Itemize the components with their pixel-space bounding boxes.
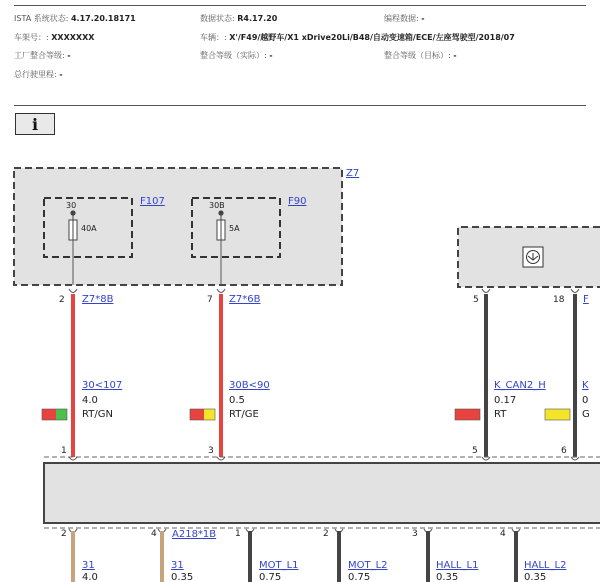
bottom-wire3-size: 0.75 — [259, 572, 282, 582]
signal-mot-l1-link[interactable]: MOT_L1 — [259, 560, 299, 571]
wire1-pin-bottom: 1 — [61, 446, 67, 456]
bottom-pin-6: 4 — [500, 529, 506, 539]
bottom-pin-2: 4 — [151, 529, 157, 539]
lower-component-box — [44, 463, 600, 523]
wire3-color-swatch — [455, 409, 480, 420]
fuse-f90-pin: 30B — [209, 201, 225, 210]
integration-level-target: 整合等级（目标）: - — [384, 51, 457, 60]
wire1-pin-top: 2 — [59, 295, 65, 305]
programming-data: 编程数据: - — [384, 14, 425, 23]
bottom-wire6-size: 0.35 — [524, 572, 547, 582]
wire-k-can2-l[interactable] — [573, 294, 577, 457]
wire2-size: 0.5 — [229, 395, 245, 406]
wire3-pin-bottom: 5 — [472, 446, 478, 456]
signal-hall-l1-link[interactable]: HALL_L1 — [436, 560, 479, 571]
wire-ground-31-a[interactable] — [71, 531, 75, 582]
connector-z7-8b-link[interactable]: Z7*8B — [82, 294, 114, 305]
bottom-wire2-size: 0.35 — [171, 572, 194, 582]
wire1-size: 4.0 — [82, 395, 98, 406]
wire1-color-code: RT/GN — [82, 409, 113, 420]
wire4-pin-top: 18 — [553, 295, 565, 305]
bottom-wire1-size: 4.0 — [82, 572, 98, 582]
vin: 车架号：: XXXXXXX — [14, 33, 95, 42]
signal-mot-l2-link[interactable]: MOT_L2 — [348, 560, 388, 571]
wire1-color-swatch — [42, 409, 67, 420]
signal-30-107-link[interactable]: 30<107 — [82, 380, 123, 391]
wire2-color-code: RT/GE — [229, 409, 259, 420]
fuse-f107-pin: 30 — [66, 201, 77, 210]
bottom-pin-5: 3 — [412, 529, 418, 539]
vehicle-description: 车辆：: X'/F49/越野车/X1 xDrive20Li/B48/自动变速箱/ECE/左座驾驶型/2018/07 — [200, 33, 515, 42]
factory-integration-level: 工厂整合等级: - — [14, 51, 71, 60]
component-z7-link[interactable]: Z7 — [346, 168, 360, 179]
bottom-wire5-size: 0.35 — [436, 572, 459, 582]
info-icon: i — [31, 114, 39, 134]
wire4-color-swatch — [545, 409, 570, 420]
wire-hall-l1[interactable] — [426, 531, 430, 582]
wire2-color-swatch — [190, 409, 215, 420]
fuse-f90-rating: 5A — [229, 224, 240, 233]
signal-30b-90-link[interactable]: 30B<90 — [229, 380, 270, 391]
connector-a218-1b-link[interactable]: A218*1B — [172, 529, 217, 540]
fuse-f107-rating: 40A — [81, 224, 97, 233]
signal-31-a-link[interactable]: 31 — [82, 560, 95, 571]
wire-mot-l1[interactable] — [248, 531, 252, 582]
signal-k-can2-h-link[interactable]: K_CAN2_H — [494, 380, 546, 391]
connector-z7-6b-link[interactable]: Z7*6B — [229, 294, 261, 305]
wire-k-can2-h[interactable] — [484, 294, 488, 457]
wire3-color-code: RT — [494, 409, 507, 420]
wire2-pin-top: 7 — [207, 295, 213, 305]
fuse-f90-link[interactable]: F90 — [288, 196, 307, 207]
signal-k-link[interactable]: K — [582, 380, 589, 391]
wire4-color-code: G — [582, 409, 590, 420]
wire2-pin-bottom: 3 — [208, 446, 214, 456]
data-status: 数据状态: R4.17.20 — [200, 14, 278, 23]
fuse-f107-link[interactable]: F107 — [140, 196, 165, 207]
wire-30-107[interactable] — [71, 294, 75, 457]
wire-hall-l2[interactable] — [514, 531, 518, 582]
bottom-pin-1: 2 — [61, 529, 67, 539]
bottom-pin-4: 2 — [323, 529, 329, 539]
wire4-size: 0 — [582, 395, 589, 406]
wire3-size: 0.17 — [494, 395, 517, 406]
bottom-wire4-size: 0.75 — [348, 572, 371, 582]
wire-30b-90[interactable] — [219, 294, 223, 457]
signal-hall-l2-link[interactable]: HALL_L2 — [524, 560, 567, 571]
wire-mot-l2[interactable] — [337, 531, 341, 582]
wire4-pin-bottom: 6 — [561, 446, 567, 456]
connector-f-link[interactable]: F — [583, 294, 589, 305]
ista-status: ISTA 系统状态: 4.17.20.18171 — [14, 14, 136, 23]
signal-31-b-link[interactable]: 31 — [171, 560, 184, 571]
wire-ground-31-b[interactable] — [160, 531, 164, 582]
bottom-pin-3: 1 — [235, 529, 241, 539]
total-mileage: 总行驶里程: - — [14, 70, 63, 79]
wire3-pin-top: 5 — [473, 295, 479, 305]
integration-level-actual: 整合等级（实际）: - — [200, 51, 273, 60]
